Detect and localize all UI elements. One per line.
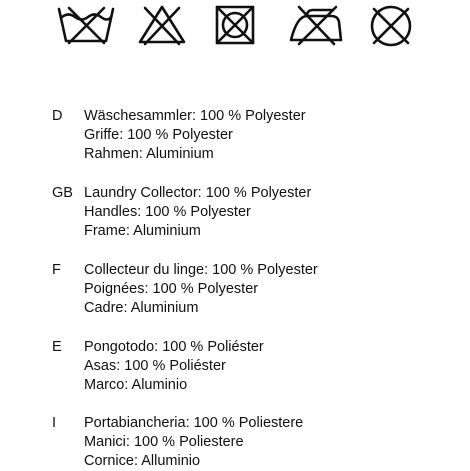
material-lines bbox=[84, 184, 464, 241]
material-line: Poignées: 100 % Polyester bbox=[84, 281, 259, 297]
iron-crossed-icon bbox=[287, 4, 345, 46]
material-lines bbox=[84, 338, 464, 395]
material-line: Griffe: 100 % Polyester bbox=[84, 127, 233, 143]
material-line: Pongotodo: 100 % Poliéster bbox=[84, 339, 264, 355]
material-lines bbox=[84, 261, 464, 318]
material-line: Rahmen: Aluminium bbox=[84, 146, 214, 162]
lang-code: GB bbox=[52, 185, 73, 201]
circle-crossed-icon bbox=[369, 4, 413, 48]
material-line: Wäschesammler: 100 % Polyester bbox=[84, 108, 306, 124]
material-line: Frame: Aluminium bbox=[84, 223, 201, 239]
lang-code: I bbox=[52, 415, 57, 431]
material-line: Handles: 100 % Polyester bbox=[84, 204, 251, 220]
lang-code: D bbox=[52, 108, 63, 124]
tumble-dry-crossed-icon bbox=[214, 4, 256, 46]
material-lines bbox=[84, 414, 464, 471]
material-line: Cadre: Aluminium bbox=[84, 300, 199, 316]
material-lines bbox=[84, 107, 464, 164]
material-line: Marco: Aluminio bbox=[84, 377, 188, 393]
triangle-crossed-icon bbox=[136, 4, 188, 46]
wash-basin-crossed-icon bbox=[57, 5, 115, 45]
material-line: Asas: 100 % Poliéster bbox=[84, 358, 226, 374]
care-symbols-row bbox=[0, 0, 470, 50]
lang-code: F bbox=[52, 262, 61, 278]
material-line: Portabiancheria: 100 % Poliestere bbox=[84, 415, 304, 431]
material-line: Cornice: Alluminio bbox=[84, 453, 201, 469]
material-line: Laundry Collector: 100 % Polyester bbox=[84, 185, 312, 201]
material-line: Manici: 100 % Poliestere bbox=[84, 434, 244, 450]
lang-code: E bbox=[52, 339, 62, 355]
material-line: Collecteur du linge: 100 % Polyester bbox=[84, 262, 318, 278]
